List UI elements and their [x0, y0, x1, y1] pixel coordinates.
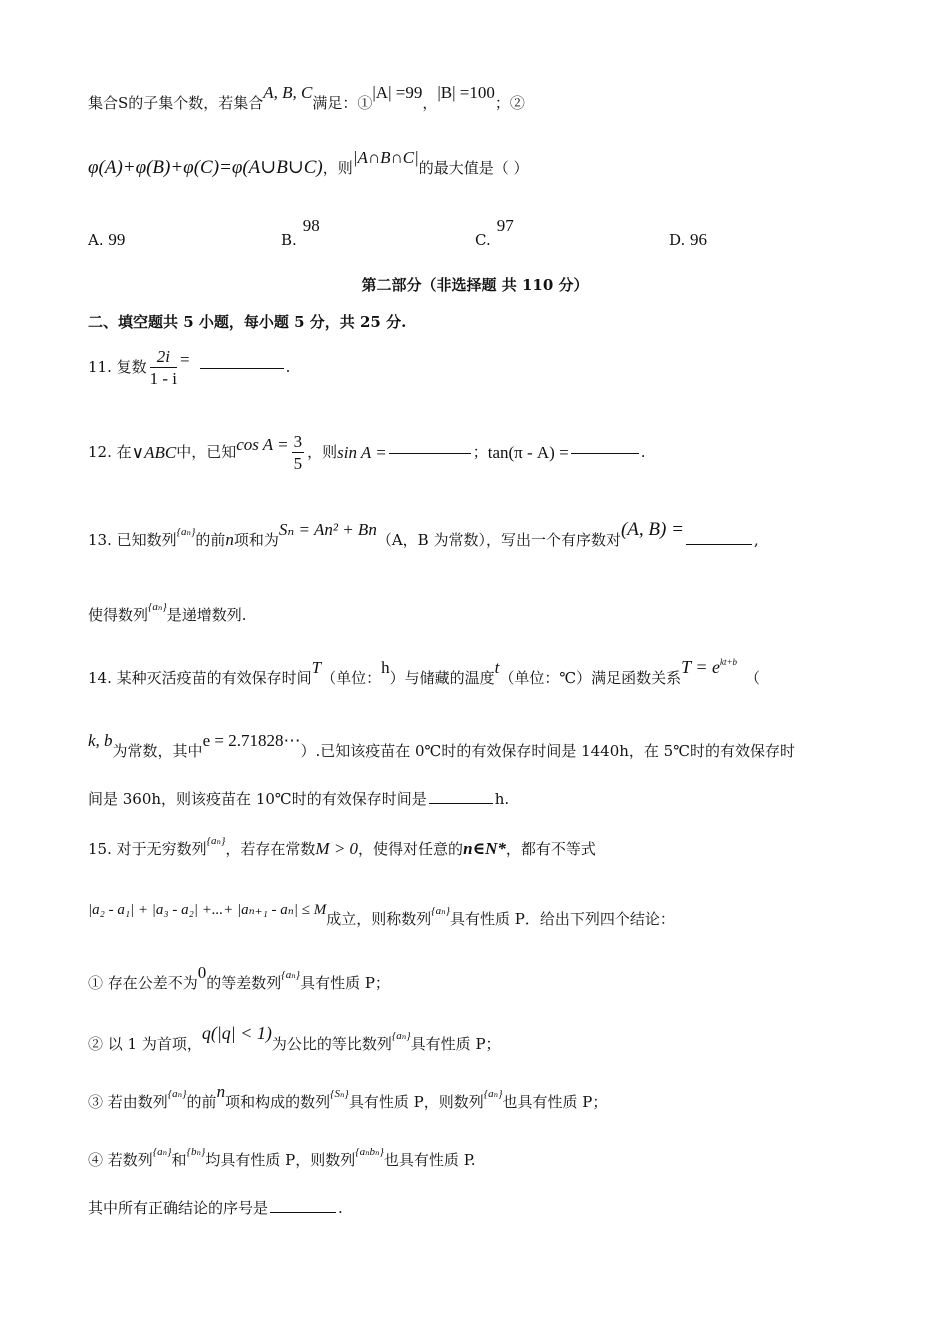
text: 成立，则称数列 [326, 910, 432, 928]
text: ；② [494, 94, 525, 112]
text: 的前 [195, 531, 226, 549]
text: ② 以 1 为首项， [88, 1035, 202, 1053]
math-q: q(|q| < 1) [201, 1023, 272, 1043]
math-seq: {bₙ} [186, 1146, 206, 1158]
option-value: 98 [302, 216, 320, 235]
q15-statement-1 [88, 963, 390, 992]
text: 项和为 [233, 531, 279, 549]
denominator: 5 [293, 454, 303, 473]
q15-statement-3 [88, 1082, 608, 1111]
q12 [88, 433, 645, 472]
math-cos: cos A = [236, 435, 289, 454]
q10-option-b [281, 216, 320, 250]
q10-option-a [88, 230, 125, 250]
text: ； [472, 443, 488, 461]
math-h: h [381, 658, 390, 677]
text: 是递增数列. [166, 606, 247, 624]
text: . [338, 1199, 343, 1217]
text: 项和构成的数列 [225, 1093, 331, 1111]
option-letter: D. [669, 231, 686, 249]
math-seq: {aₙ} [281, 969, 301, 981]
text: ④ 若数列 [88, 1151, 153, 1169]
math-n: n∈N* [463, 839, 506, 858]
text: 中，已知 [176, 443, 237, 461]
math-kb: k, b [88, 731, 113, 750]
q14-line1 [88, 657, 761, 687]
math-tan: tan(π - A) = [487, 443, 569, 462]
math-abs: |A∩B∩C| [352, 148, 419, 167]
text: ，则 [307, 443, 338, 461]
math-t: t [494, 658, 500, 677]
math-seq: {aₙ} [152, 1146, 172, 1158]
text: ，使得对任意的 [358, 840, 464, 858]
text: （ [745, 669, 761, 687]
text: 的最大值是（ ） [418, 159, 529, 177]
text: 的等差数列 [206, 974, 282, 992]
math-M: M > 0 [315, 839, 359, 858]
text: , [753, 531, 759, 549]
text: （A，B 为常数），写出一个有序数对 [376, 531, 621, 549]
q11 [88, 348, 290, 387]
math-seq: {aₙ} [391, 1030, 411, 1042]
text: ）与储藏的温度 [389, 669, 495, 687]
text: 均具有性质 P，则数列 [205, 1151, 356, 1169]
q13-line2 [88, 601, 247, 624]
text: ，都有不等式 [505, 840, 596, 858]
math-exp-formula [681, 657, 737, 677]
q15-line1 [88, 835, 596, 858]
text: ③ 若由数列 [88, 1093, 168, 1111]
text: 为公比的等比数列 [271, 1035, 392, 1053]
q10-line2 [88, 148, 529, 178]
numerator: 3 [293, 432, 303, 451]
text: 14. 某种灭活疫苗的有效保存时间 [88, 669, 312, 687]
text: ，若存在常数 [225, 840, 316, 858]
text: （单位：℃）满足函数关系 [499, 669, 682, 687]
q13-answer-blank[interactable] [686, 542, 752, 545]
math-seq: {aₙ} [167, 1088, 187, 1100]
text: 具有性质 P．给出下列四个结论： [450, 910, 675, 928]
equals: = [180, 350, 190, 369]
math-seq: {aₙ} [176, 526, 196, 538]
math-sets: A, B, C [263, 83, 313, 102]
math-T: T [311, 658, 322, 677]
q14-line2 [88, 731, 796, 760]
text: . [285, 358, 291, 376]
text: 12. 在 [88, 443, 132, 461]
q15-final [88, 1201, 343, 1216]
text: 为常数，其中 [112, 742, 203, 760]
text: （单位： [321, 669, 382, 687]
text: ① 存在公差不为 [88, 974, 198, 992]
q10-option-c [475, 216, 514, 250]
option-letter: B. [281, 231, 297, 249]
formula-exponent: kt+b [719, 657, 738, 667]
section2-heading: 二、填空题共 5 小题，每小题 5 分，共 25 分. [88, 313, 407, 331]
option-value: 97 [496, 216, 514, 235]
math-sin: sin A = [337, 443, 387, 462]
q12-blank-tan[interactable] [571, 451, 639, 454]
q11-fraction [150, 348, 177, 387]
text: 11. 复数 [88, 358, 147, 376]
math-seq: {aₙ} [148, 601, 167, 613]
text: 具有性质 P，则数列 [348, 1093, 484, 1111]
text: 15. 对于无穷数列 [88, 840, 207, 858]
text: . [640, 443, 646, 461]
text: ，则 [322, 159, 353, 177]
option-letter: C. [475, 231, 491, 249]
math-inequality: |a₂ - a₁| + |a₃ - a₂| +...+ |aₙ₊₁ - aₙ| ≤ M [88, 902, 327, 918]
text: 也具有性质 P； [502, 1093, 608, 1111]
math-n: n [225, 530, 234, 549]
math-formula: φ(A)+φ(B)+φ(C)=φ(A∪B∪C) [88, 157, 323, 178]
math-seq: {aₙ} [431, 905, 451, 917]
denominator: 1 - i [149, 369, 178, 388]
text: 具有性质 P； [410, 1035, 501, 1053]
text: ， [422, 94, 438, 112]
numerator: 2i [150, 348, 177, 368]
math-seq: {aₙ} [483, 1088, 503, 1100]
option-value: 96 [690, 230, 708, 249]
text: 具有性质 P； [300, 974, 390, 992]
text: 满足：① [312, 94, 373, 112]
q10-line1 [88, 83, 525, 112]
text: 和 [171, 1151, 187, 1169]
q11-answer-blank[interactable] [200, 366, 284, 369]
option-value: 99 [108, 230, 126, 249]
q14-line3 [88, 792, 509, 807]
math-n: n [216, 1082, 226, 1101]
math-seq: {aₙ} [206, 835, 226, 847]
math-abs-b: |B| =100 [437, 83, 495, 102]
text: h. [494, 790, 510, 808]
math-abs-a: |A| =99 [372, 83, 423, 102]
text: 的前 [186, 1093, 217, 1111]
text: 也具有性质 P. [383, 1151, 476, 1169]
math-seq: {Sₙ} [330, 1088, 349, 1100]
q14-answer-blank[interactable] [429, 801, 493, 804]
math-seq: {aₙbₙ} [355, 1146, 384, 1158]
q15-answer-blank[interactable] [270, 1210, 336, 1213]
q13-line1 [88, 519, 759, 549]
text: 13. 已知数列 [88, 531, 177, 549]
q10-option-d [669, 230, 707, 250]
q12-blank-sin[interactable] [389, 451, 471, 454]
q15-line2 [88, 902, 675, 928]
math-zero: 0 [197, 963, 207, 982]
math-triangle: ∨ABC [131, 443, 177, 462]
text: 其中所有正确结论的序号是 [88, 1199, 269, 1217]
math-sum: Sₙ = An² + Bn [278, 520, 377, 539]
formula-base: T = e [681, 657, 720, 677]
text: 间是 360h，则该疫苗在 10℃时的有效保存时间是 [88, 790, 427, 808]
q15-statement-4 [88, 1146, 476, 1169]
text: 集合S的子集个数，若集合 [88, 94, 264, 112]
text: ）.已知该疫苗在 0℃时的有效保存时间是 1440h，在 5℃时的有效保存时 [300, 742, 796, 760]
option-letter: A. [88, 231, 104, 249]
q15-statement-2 [88, 1023, 501, 1053]
q12-fraction [292, 433, 305, 472]
part2-title: 第二部分（非选择题 共 110 分） [361, 276, 589, 294]
text: 使得数列 [88, 606, 149, 624]
math-pair: (A, B) = [620, 519, 684, 540]
math-e: e = 2.71828⋯ [202, 731, 301, 750]
